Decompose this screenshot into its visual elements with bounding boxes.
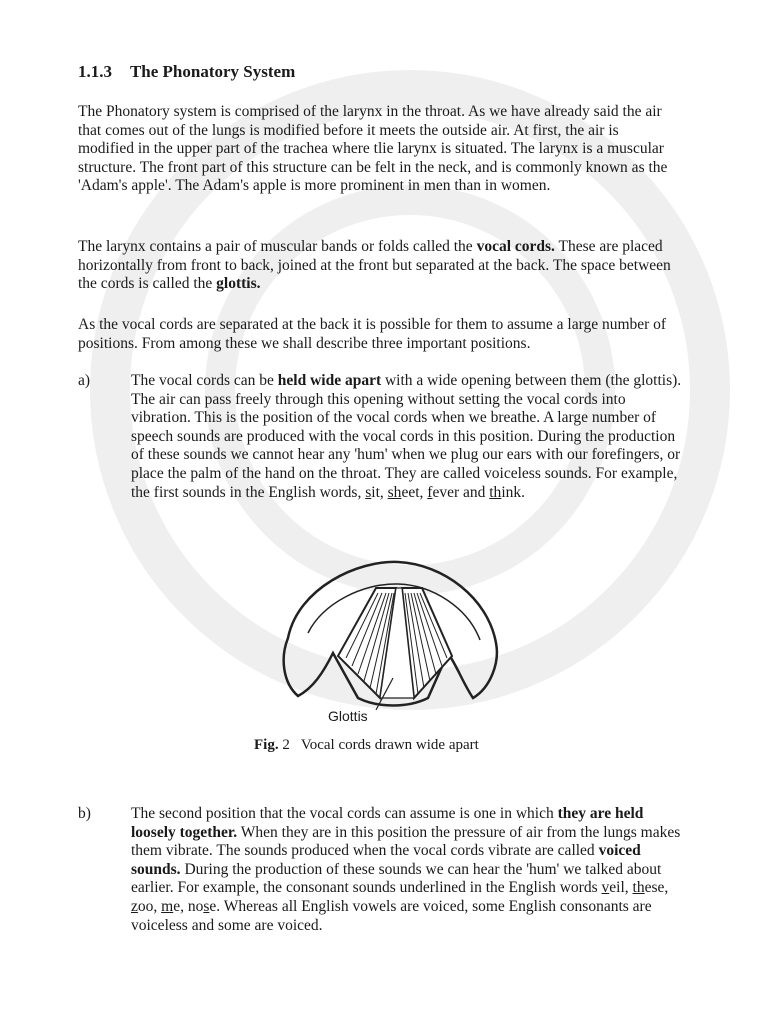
underlined-letters: v <box>601 879 610 897</box>
section-number: 1.1.3 <box>78 62 112 81</box>
underlined-letters: m <box>161 897 174 915</box>
underlined-letters: th <box>489 483 502 501</box>
vocal-cords-illustration <box>268 548 508 728</box>
text-run: eil <box>609 879 625 897</box>
caption-label: Fig. <box>254 737 279 753</box>
text-run: , <box>664 879 669 897</box>
text-run: . <box>521 483 525 501</box>
underlined-letters: f <box>427 483 433 501</box>
list-item-a <box>78 372 683 502</box>
caption-number: 2 <box>282 737 290 753</box>
text-run: When they are in this position the pressure of air from the lungs makes them vibrate. The sounds produced when the vocal cords vibrate are called <box>131 823 681 860</box>
text-run: These are placed horizontally from front to back, joined at the front but separated at the back. The space between the cords is called the <box>78 238 671 293</box>
paragraph-larynx-intro: The Phonatory system is comprised of the larynx in the throat. As we have already said the air that comes out of the lungs is modified before it meets the outside air. At first, the air is modified in the upper part of the trachea where tlie larynx is situated. The larynx is a muscular structure. The front part of this structure can be felt in the neck, and is commonly known as the 'Adam's apple'. The Adam's apple is more prominent in men than in women. <box>78 103 668 195</box>
section-heading <box>78 62 295 82</box>
figure-caption <box>254 737 479 754</box>
term-held-loosely-together: they are held loosely together. <box>131 805 644 841</box>
list-item-b <box>78 805 683 935</box>
text-run: , <box>419 483 428 501</box>
underlined-letters: th <box>632 879 645 897</box>
text-run: with a wide opening between them (the glottis). The air can pass freely through this opening without setting the vocal cords into vibration. This is the position of the vocal cords when we breathe. A large number of speech sounds are produced with the vocal cords in this position. During the production of these sounds we cannot hear any 'hum' when we plug our ears with our forefingers, or place the palm of the hand on the throat. They are called voiceless sounds. For example, the first sounds in the English words, <box>131 372 682 501</box>
term-vocal-cords: vocal cords. <box>476 238 555 255</box>
text-run: The vocal cords can be <box>131 372 278 389</box>
underlined-letters: s <box>365 483 372 501</box>
text-run: ever <box>432 483 460 501</box>
section-title: The Phonatory System <box>129 62 296 81</box>
text-run: ese <box>644 879 665 897</box>
text-run: it <box>371 483 380 501</box>
list-marker: a) <box>78 372 91 389</box>
list-item-text <box>131 372 683 502</box>
paragraph-positions: As the vocal cords are separated at the back it is possible for them to assume a large number of positions. From among these we shall describe three important positions. <box>78 316 667 352</box>
text-run: no <box>187 897 204 915</box>
text-run: The larynx contains a pair of muscular bands or folds called the <box>78 238 477 255</box>
text-run: e <box>173 897 181 915</box>
text-run: , <box>153 897 162 915</box>
underlined-letters: z <box>131 897 138 915</box>
underlined-letters: sh <box>387 483 402 501</box>
text-run: e <box>209 897 217 915</box>
text-run: . Whereas all English vowels are voiced, some English consonants are voiceless and some are voiced. <box>131 897 652 934</box>
caption-text: Vocal cords drawn wide apart <box>300 737 479 753</box>
text-run: oo <box>137 897 154 915</box>
text-run: , <box>379 483 388 501</box>
glottis-label: Glottis <box>328 708 368 724</box>
term-held-wide-apart: held wide apart <box>277 372 382 389</box>
paragraph-vocal-cords <box>78 238 678 294</box>
term-voiced-sounds: voiced sounds. <box>131 842 641 878</box>
text-run: ink <box>501 483 522 501</box>
text-run: During the production of these sounds we can hear the 'hum' we talked about earlier. For example, the consonant sounds underlined in the English words <box>131 860 662 897</box>
text-run: and <box>459 483 490 501</box>
text-run: , <box>624 879 633 897</box>
text-run: eet <box>401 483 420 501</box>
term-glottis: glottis. <box>216 275 261 293</box>
list-item-text <box>131 805 683 935</box>
list-marker: b) <box>78 805 91 822</box>
underlined-letters: s <box>203 897 210 915</box>
text-run: , <box>180 897 188 915</box>
text-run: The second position that the vocal cords can assume is one in which <box>131 805 558 822</box>
